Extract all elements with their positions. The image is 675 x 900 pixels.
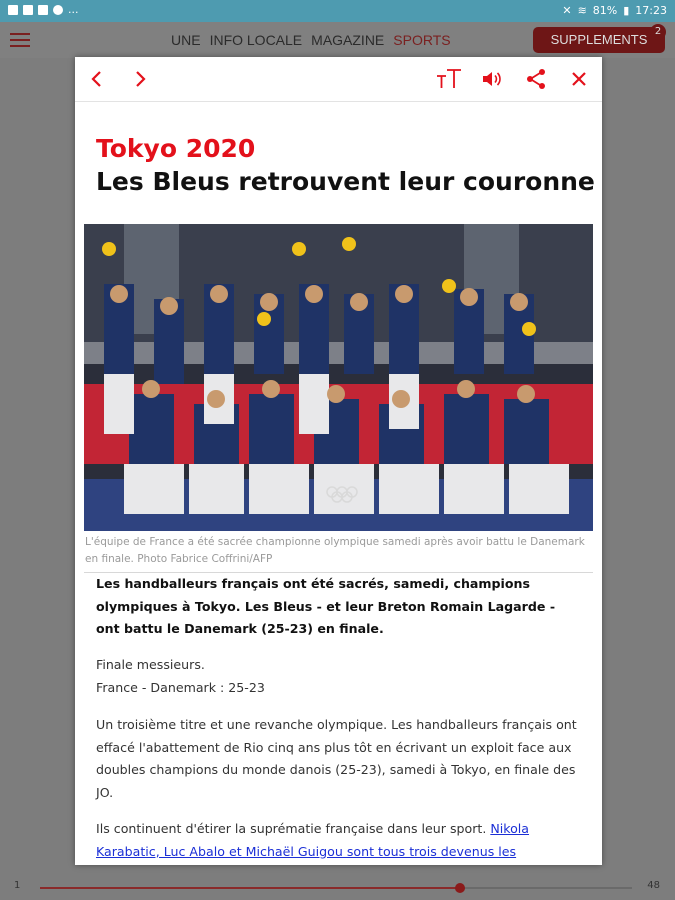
notification-icon xyxy=(53,5,63,15)
clock: 17:23 xyxy=(635,4,667,17)
facebook-icon xyxy=(23,5,33,15)
speaker-icon xyxy=(480,67,504,91)
tab-une[interactable]: UNE xyxy=(171,32,201,48)
article-modal xyxy=(75,57,602,865)
wifi-icon: ≋ xyxy=(577,3,587,17)
article-kicker: Tokyo 2020 xyxy=(96,134,256,163)
share-button[interactable] xyxy=(524,67,548,91)
read-aloud-button[interactable] xyxy=(480,67,504,91)
article-headline: Les Bleus retrouvent leur couronne xyxy=(96,167,595,196)
close-icon xyxy=(567,67,591,91)
battery-icon: ▮ xyxy=(623,3,630,17)
slider-thumb[interactable] xyxy=(455,883,465,893)
status-bar xyxy=(0,0,675,22)
more-notifications: ... xyxy=(68,3,79,16)
page-start-label: 1 xyxy=(14,880,21,891)
article-toolbar xyxy=(75,57,602,102)
article-paragraph-1 xyxy=(96,654,582,699)
tab-info-locale[interactable]: INFO LOCALE xyxy=(209,32,303,48)
previous-article-button[interactable] xyxy=(85,67,109,91)
article-paragraph-2: Un troisième titre et une revanche olympique. Les handballeurs français ont effacé l'abattement de Rio cinq ans plus tôt en écrivant un exploit face aux doubles champions du monde danois (25-23), samedi à Tokyo, en finale des JO. xyxy=(96,717,577,800)
text-size-icon xyxy=(435,67,463,91)
page-end-label: 48 xyxy=(647,880,660,891)
close-article-button[interactable] xyxy=(567,67,591,91)
mail-icon xyxy=(38,5,48,15)
gallery-icon xyxy=(8,5,18,15)
chevron-right-icon xyxy=(128,67,152,91)
photo-caption: L'équipe de France a été sacrée championne olympique samedi après avoir battu le Danemark en finale. Photo Fabrice Coffrini/AFP xyxy=(85,536,585,565)
slider-track[interactable] xyxy=(40,887,632,889)
paragraph-1-line-1: Finale messieurs. xyxy=(96,657,205,672)
paragraph-1-line-2: France - Danemark : 25-23 xyxy=(96,679,265,695)
article-lead: Les handballeurs français ont été sacrés, samedi, champions olympiques à Tokyo. Les Bleus - et leur Breton Romain Lagarde - ont battu le Danemark (25-23) en finale. xyxy=(96,576,556,636)
article-link[interactable]: Nikola Karabatic, Luc Abalo et Michaël Guigou sont tous trois devenus les xyxy=(96,821,530,859)
nav-tabs xyxy=(171,32,451,48)
article-photo xyxy=(84,224,593,531)
paragraph-3-text: Ils continuent d'étirer la suprématie française dans leur sport. xyxy=(96,821,491,836)
chevron-left-icon xyxy=(85,67,109,91)
text-size-button[interactable] xyxy=(435,67,463,91)
article-paragraph-3 xyxy=(96,818,582,863)
tab-magazine[interactable]: MAGAZINE xyxy=(311,32,385,48)
supplements-button[interactable]: SUPPLEMENTS xyxy=(533,27,665,53)
hamburger-menu-icon[interactable] xyxy=(10,33,30,47)
share-icon xyxy=(524,67,548,91)
supplements-badge: 2 xyxy=(650,24,666,40)
next-article-button[interactable] xyxy=(128,67,152,91)
mute-icon: ✕ xyxy=(562,3,572,17)
team-photo-illustration xyxy=(84,224,593,531)
battery-level: 81% xyxy=(592,4,618,17)
tab-sports[interactable]: SPORTS xyxy=(393,32,451,48)
page-slider[interactable] xyxy=(0,872,675,900)
slider-fill xyxy=(40,887,460,889)
